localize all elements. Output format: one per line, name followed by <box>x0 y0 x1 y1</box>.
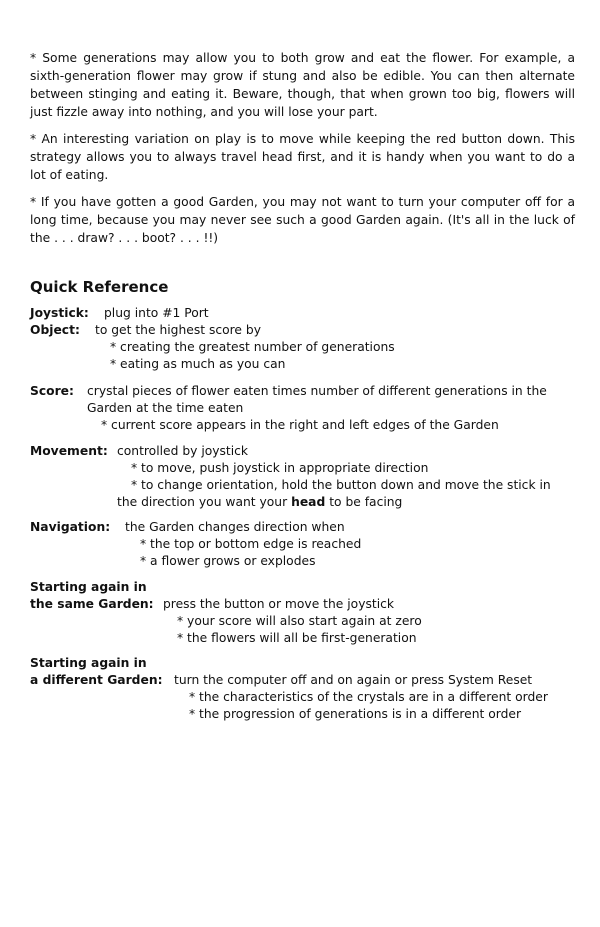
navigation-bullet: * a flower grows or explodes <box>140 554 316 568</box>
paragraph-grow-and-eat: * Some generations may allow you to both grow and eat the flower. For example, a sixth-generation flower may grow if stung and also be edible. You can then alternate between stinging and eating it. Beware, though, that when grown too big, flowers will just fizzle away into nothing, and you will lose your part. <box>30 51 575 120</box>
different-garden-bullet: * the characteristics of the crystals are in a different order <box>189 690 548 704</box>
object-bullet: * creating the greatest number of generations <box>110 340 395 354</box>
movement-line3-bold: head <box>291 495 326 509</box>
different-garden-text: turn the computer off and on again or press System Reset <box>174 673 533 687</box>
movement-line3-pre: the direction you want your <box>117 495 292 509</box>
different-garden-label-line1: Starting again in <box>30 656 147 670</box>
joystick-text: plug into #1 Port <box>104 306 209 320</box>
score-label: Score: <box>30 384 74 398</box>
score-bullet: * current score appears in the right and left edges of the Garden <box>101 418 499 432</box>
score-text-line2: Garden at the time eaten <box>87 401 244 415</box>
object-label: Object: <box>30 323 80 337</box>
movement-bullet: * to change orientation, hold the button down and move the stick in <box>131 478 551 492</box>
different-garden-bullet: * the progression of generations is in a different order <box>189 707 522 721</box>
movement-bullet: * to move, push joystick in appropriate direction <box>131 461 429 475</box>
same-garden-text: press the button or move the joystick <box>163 597 395 611</box>
movement-line3-post: to be facing <box>325 495 403 509</box>
same-garden-label-line2: the same Garden: <box>30 597 154 611</box>
movement-text: controlled by joystick <box>117 444 249 458</box>
paragraph-head-first: * An interesting variation on play is to move while keeping the red button down. This strategy allows you to always travel head first, and it is handy when you want to do a lot of eating. <box>30 132 575 183</box>
navigation-label: Navigation: <box>30 520 111 534</box>
object-text: to get the highest score by <box>95 323 261 337</box>
object-bullet: * eating as much as you can <box>110 357 286 371</box>
score-text-line1: crystal pieces of flower eaten times number of different generations in the <box>87 384 547 398</box>
same-garden-label-line1: Starting again in <box>30 580 147 594</box>
same-garden-bullet: * your score will also start again at zero <box>177 614 422 628</box>
paragraph-good-garden: * If you have gotten a good Garden, you may not want to turn your computer off for a long time, because you may never see such a good Garden again. (It's all in the luck of the . . . draw? . . . boot? . . . !!) <box>30 195 575 246</box>
navigation-bullet: * the top or bottom edge is reached <box>140 537 362 551</box>
quick-reference-heading: Quick Reference <box>30 278 169 296</box>
different-garden-label-line2: a different Garden: <box>30 673 163 687</box>
movement-text-line3 <box>117 494 402 511</box>
same-garden-bullet: * the flowers will all be first-generation <box>177 631 417 645</box>
navigation-text: the Garden changes direction when <box>125 520 345 534</box>
movement-label: Movement: <box>30 444 108 458</box>
joystick-label: Joystick: <box>30 306 89 320</box>
